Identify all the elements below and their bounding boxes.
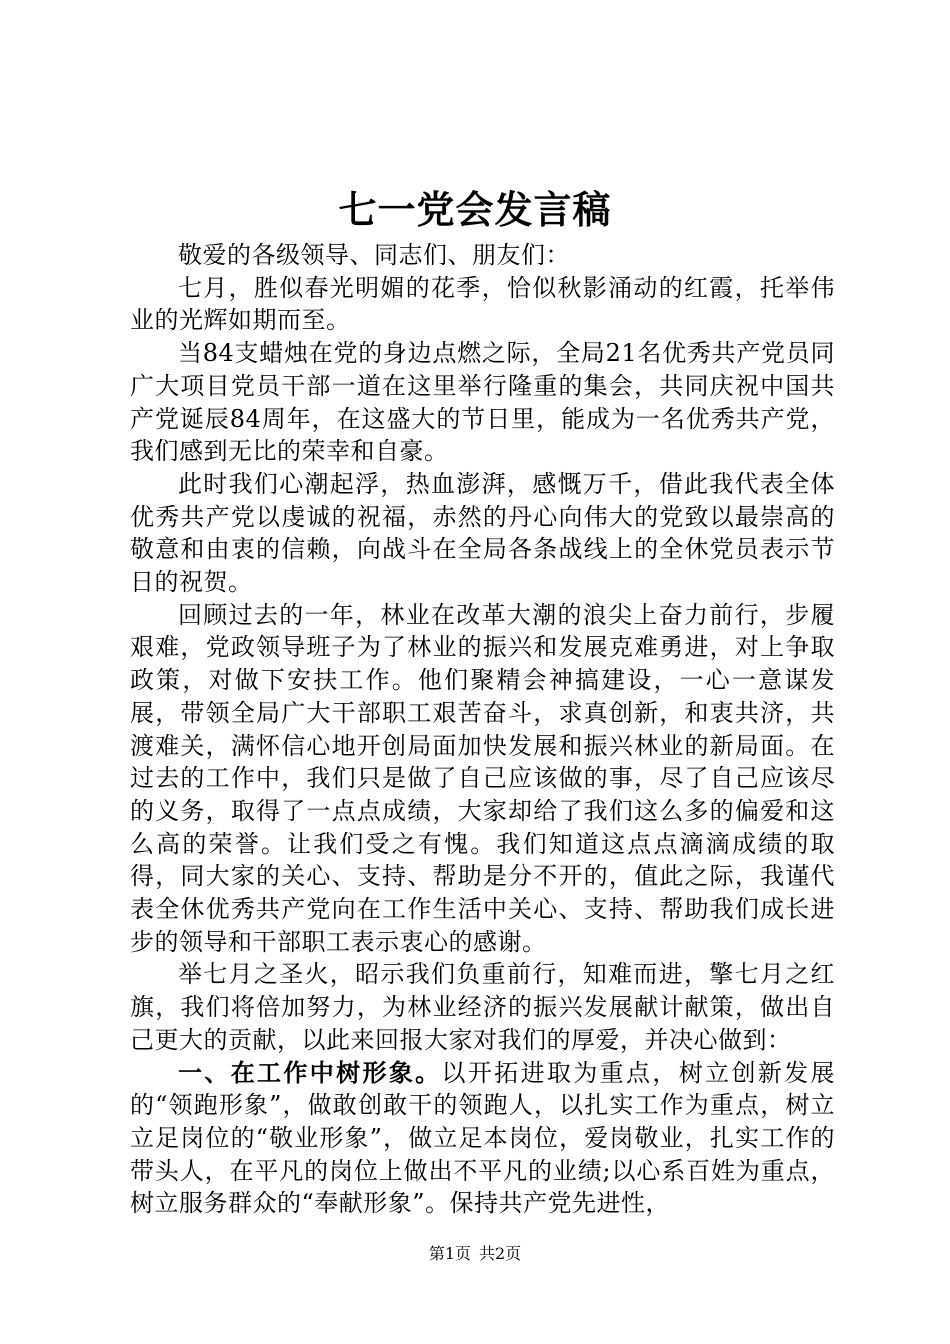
- document-body: [130, 239, 835, 1220]
- point-one-text: 以开拓进取为重点，树立创新发展的“领跑形象”，做敢创敢干的领跑人，以扎实工作为重点，树立立足岗位的“敬业形象”，做立足本岗位，爱岗敬业，扎实工作的带头人，在平凡的岗位上做出不平凡的业绩;以心系百姓为重点，树立服务群众的“奉献形象”。保持共产党先进性，: [130, 1058, 836, 1218]
- point-one-heading: 一、在工作中树形象。: [178, 1058, 442, 1087]
- salutation: 敬爱的各级领导、同志们、朋友们：: [178, 241, 570, 269]
- page-number: 第1页: [428, 1244, 471, 1263]
- paragraph-2: 当84支蜡烛在党的身边点燃之际，全局21名优秀共产党员同广大项目党员干部一道在这里举行隆重的集会，共同庆祝中国共产党诞辰84周年，在这盛大的节日里，能成为一名优秀共产党，我们感到无比的荣幸和自豪。: [130, 339, 835, 466]
- paragraph-4: 回顾过去的一年，林业在改革大潮的浪尖上奋力前行，步履艰难，党政领导班子为了林业的振兴和发展克难勇进，对上争取政策，对做下安扶工作。他们聚精会神搞建设，一心一意谋发展，带领全局广大干部职工艰苦奋斗，求真创新，和衷共济，共渡难关，满怀信心地开创局面加快发展和振兴林业的新局面。在过去的工作中，我们只是做了自己应该做的事，尽了自己应该尽的义务，取得了一点点成绩，大家却给了我们这么多的偏爱和这么高的荣誉。让我们受之有愧。我们知道这点点滴滴成绩的取得，同大家的关心、支持、帮助是分不开的，值此之际，我谨代表全休优秀共产党向在工作生活中关心、支持、帮助我们成长进步的领导和干部职工表示衷心的感谢。: [130, 600, 835, 956]
- paragraph-5: 举七月之圣火，昭示我们负重前行，知难而进，擎七月之红旗，我们将倍加努力，为林业经济的振兴发展献计献策，做出自己更大的贡献，以此来回报大家对我们的厚爱，并决心做到：: [130, 960, 835, 1054]
- page-footer: [0, 1243, 950, 1265]
- page-total: 共2页: [479, 1244, 522, 1263]
- paragraph-point-one: [130, 1057, 835, 1221]
- paragraph-1: 七月，胜似春光明媚的花季，恰似秋影涌动的红霞，托举伟业的光辉如期而至。: [130, 273, 835, 335]
- document-title: 七一党会发言稿: [338, 188, 612, 232]
- paragraph-3: 此时我们心潮起浮，热血澎湃，感慨万千，借此我代表全体优秀共产党以虔诚的祝福，赤然的丹心向伟大的党致以最崇高的敬意和由衷的信赖，向战斗在全局各条战线上的全休党员表示节日的祝贺。: [130, 469, 835, 597]
